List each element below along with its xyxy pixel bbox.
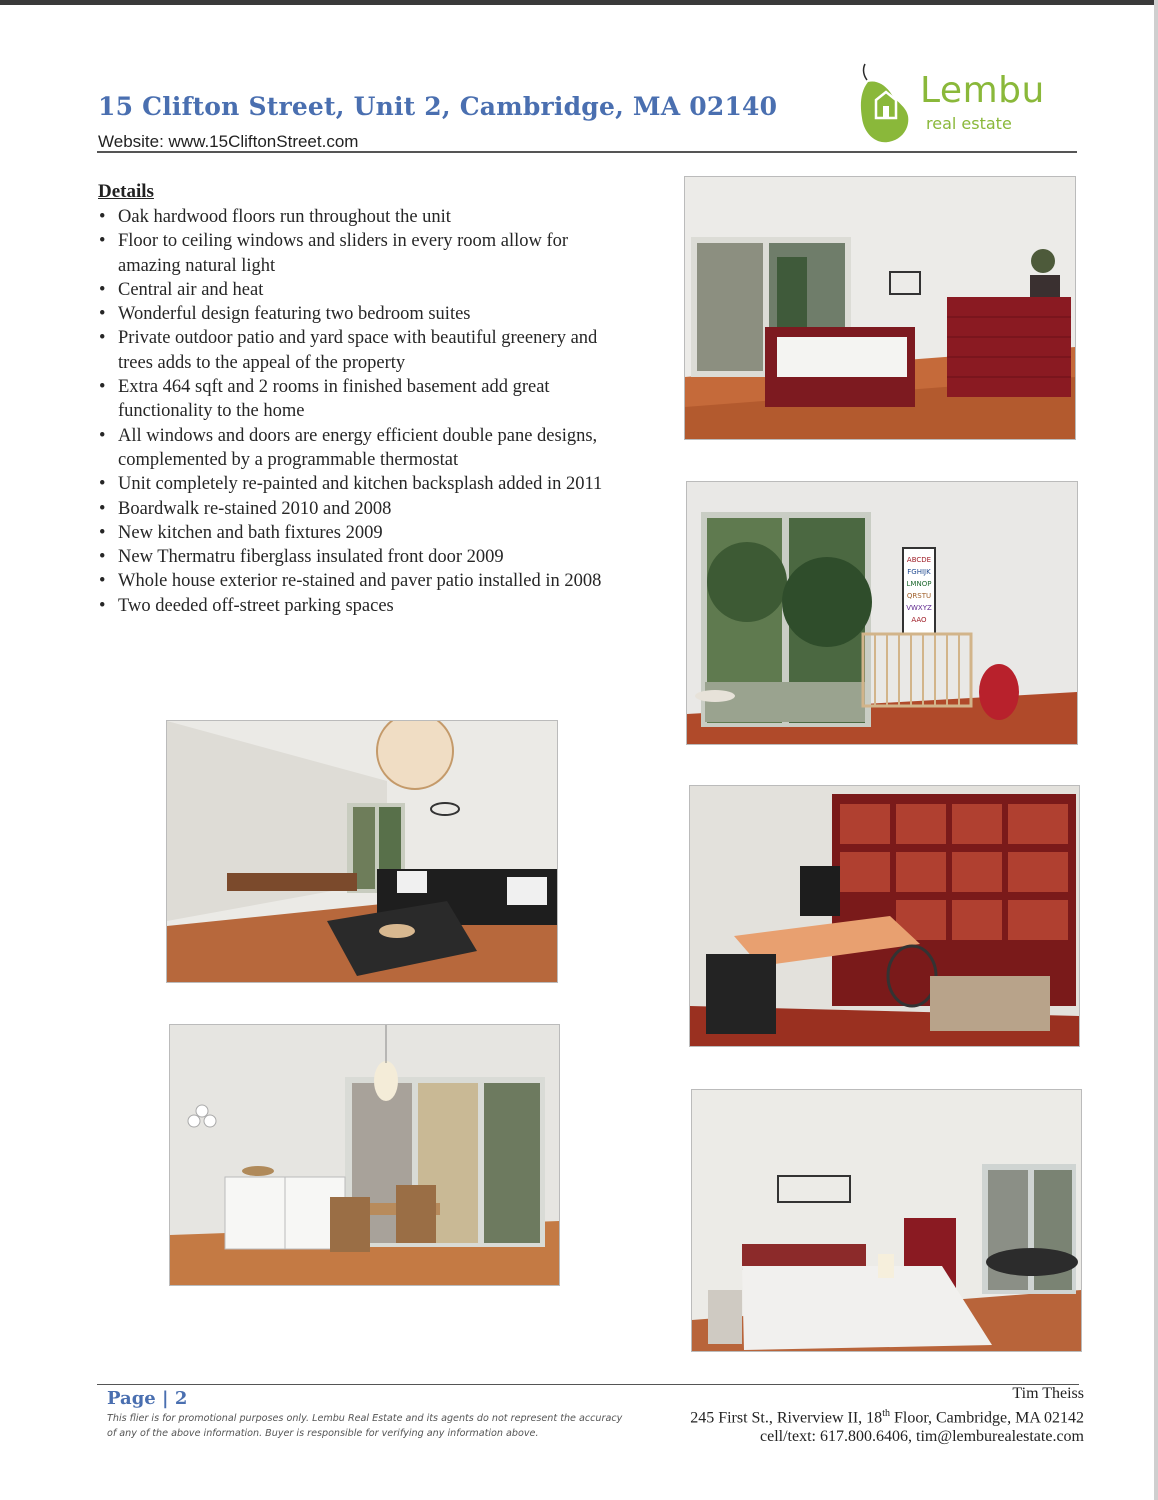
pear-house-icon [858,62,918,144]
disclaimer-text: This flier is for promotional purposes only. Lembu Real Estate and its agents do not represent the accuracy of any of the above information. Buyer is responsible for verifying any information above. [107,1413,623,1439]
header-divider [97,151,1077,153]
list-item: • Central air and heat [98,278,623,302]
photo-dining-nook [170,1025,559,1285]
agent-phone-email: cell/text: 617.800.6406, tim@lemburealestate.com [760,1428,1084,1446]
agent-contact-block [690,1384,1084,1447]
page-number: Page | 2 [107,1388,188,1409]
poster-letters-row: ABCDE [906,556,932,564]
poster-letters-row: AAO [911,616,927,624]
address-city: Floor, Cambridge, MA 02142 [889,1408,1084,1426]
property-title: 15 Clifton Street, Unit 2, Cambridge, MA 02140 [98,92,778,121]
list-item: • Wonderful design featuring two bedroom suites [98,302,623,326]
photo-office [690,786,1079,1046]
logo-wordmark: Lembu [920,70,1045,111]
page-scan-edge-right [1154,0,1158,1500]
list-item: • Two deeded off-street parking spaces [98,594,623,618]
list-item: • Floor to ceiling windows and sliders in every room allow for amazing natural light [98,229,623,278]
details-heading: Details [98,181,154,202]
list-item: • Unit completely re-painted and kitchen backsplash added in 2011 [98,472,623,496]
list-item: • Whole house exterior re-stained and paver patio installed in 2008 [98,569,623,593]
details-list [98,205,623,618]
photo-living-dining [167,721,557,982]
list-item: • New Thermatru fiberglass insulated front door 2009 [98,545,623,569]
property-website: Website: www.15CliftonStreet.com [98,132,359,151]
page-scan-edge-top [0,0,1158,5]
poster-letters-row: FGHIJK [907,568,931,576]
poster-letters-row: VWXYZ [906,604,932,612]
list-item: • Boardwalk re-stained 2010 and 2008 [98,497,623,521]
poster-letters-row: LMNOP [906,580,932,588]
list-item: • Oak hardwood floors run throughout the unit [98,205,623,229]
list-item: • All windows and doors are energy efficient double pane designs, complemented by a programmable thermostat [98,424,623,473]
photo-bedroom-two [692,1090,1081,1351]
list-item: • Extra 464 sqft and 2 rooms in finished basement add great functionality to the home [98,375,623,424]
poster-letters-row: QRSTU [906,592,932,600]
agent-address [690,1404,1084,1428]
address-street: 245 First St., Riverview II, 18 [690,1408,883,1426]
list-item: • New kitchen and bath fixtures 2009 [98,521,623,545]
address-floor-suffix: th [882,1407,890,1419]
agent-name: Tim Theiss [1012,1385,1084,1402]
lembu-logo [858,62,1078,144]
photo-nursery [687,482,1077,744]
photo-bedroom-dresser [685,177,1075,439]
logo-tagline: real estate [926,114,1012,133]
list-item: • Private outdoor patio and yard space with beautiful greenery and trees adds to the appeal of the property [98,326,623,375]
